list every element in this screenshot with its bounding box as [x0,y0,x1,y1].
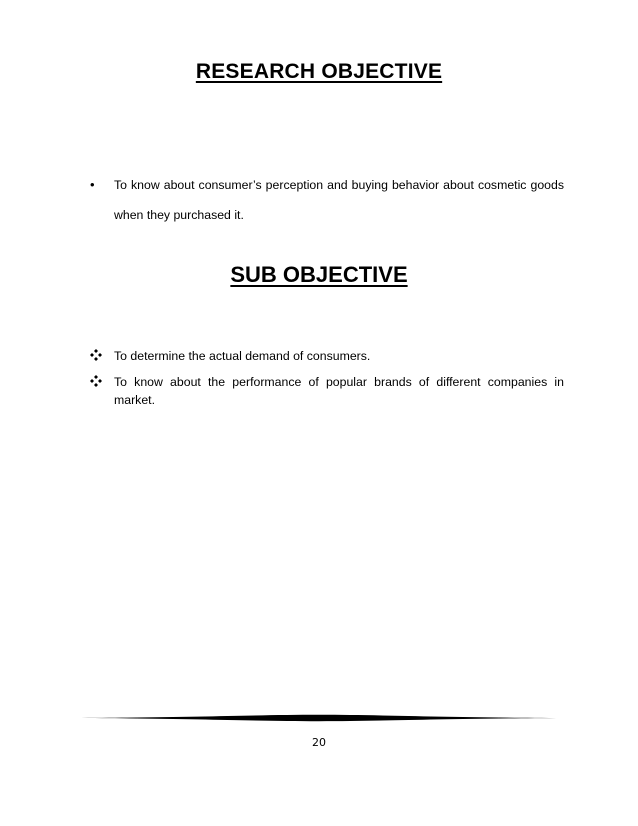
research-objective-text: To know about consumer’s perception and buying behavior about cosmetic goods when they purchased it. [114,178,564,222]
bullet-icon: • [90,177,95,192]
research-objective-item [90,170,564,230]
sub-objective-text: To determine the actual demand of consumers. [114,349,371,363]
sub-objective-item [90,373,564,409]
four-diamond-icon [90,373,112,388]
sub-objective-item [90,347,564,365]
four-diamond-icon [90,347,112,362]
research-objective-heading: RESEARCH OBJECTIVE [195,60,443,83]
sub-objective-heading: SUB OBJECTIVE [230,262,408,287]
sub-objective-text: To know about the performance of popular brands of different companies in market. [114,375,564,407]
footer-divider [74,714,564,722]
page-number: 20 [312,736,326,749]
